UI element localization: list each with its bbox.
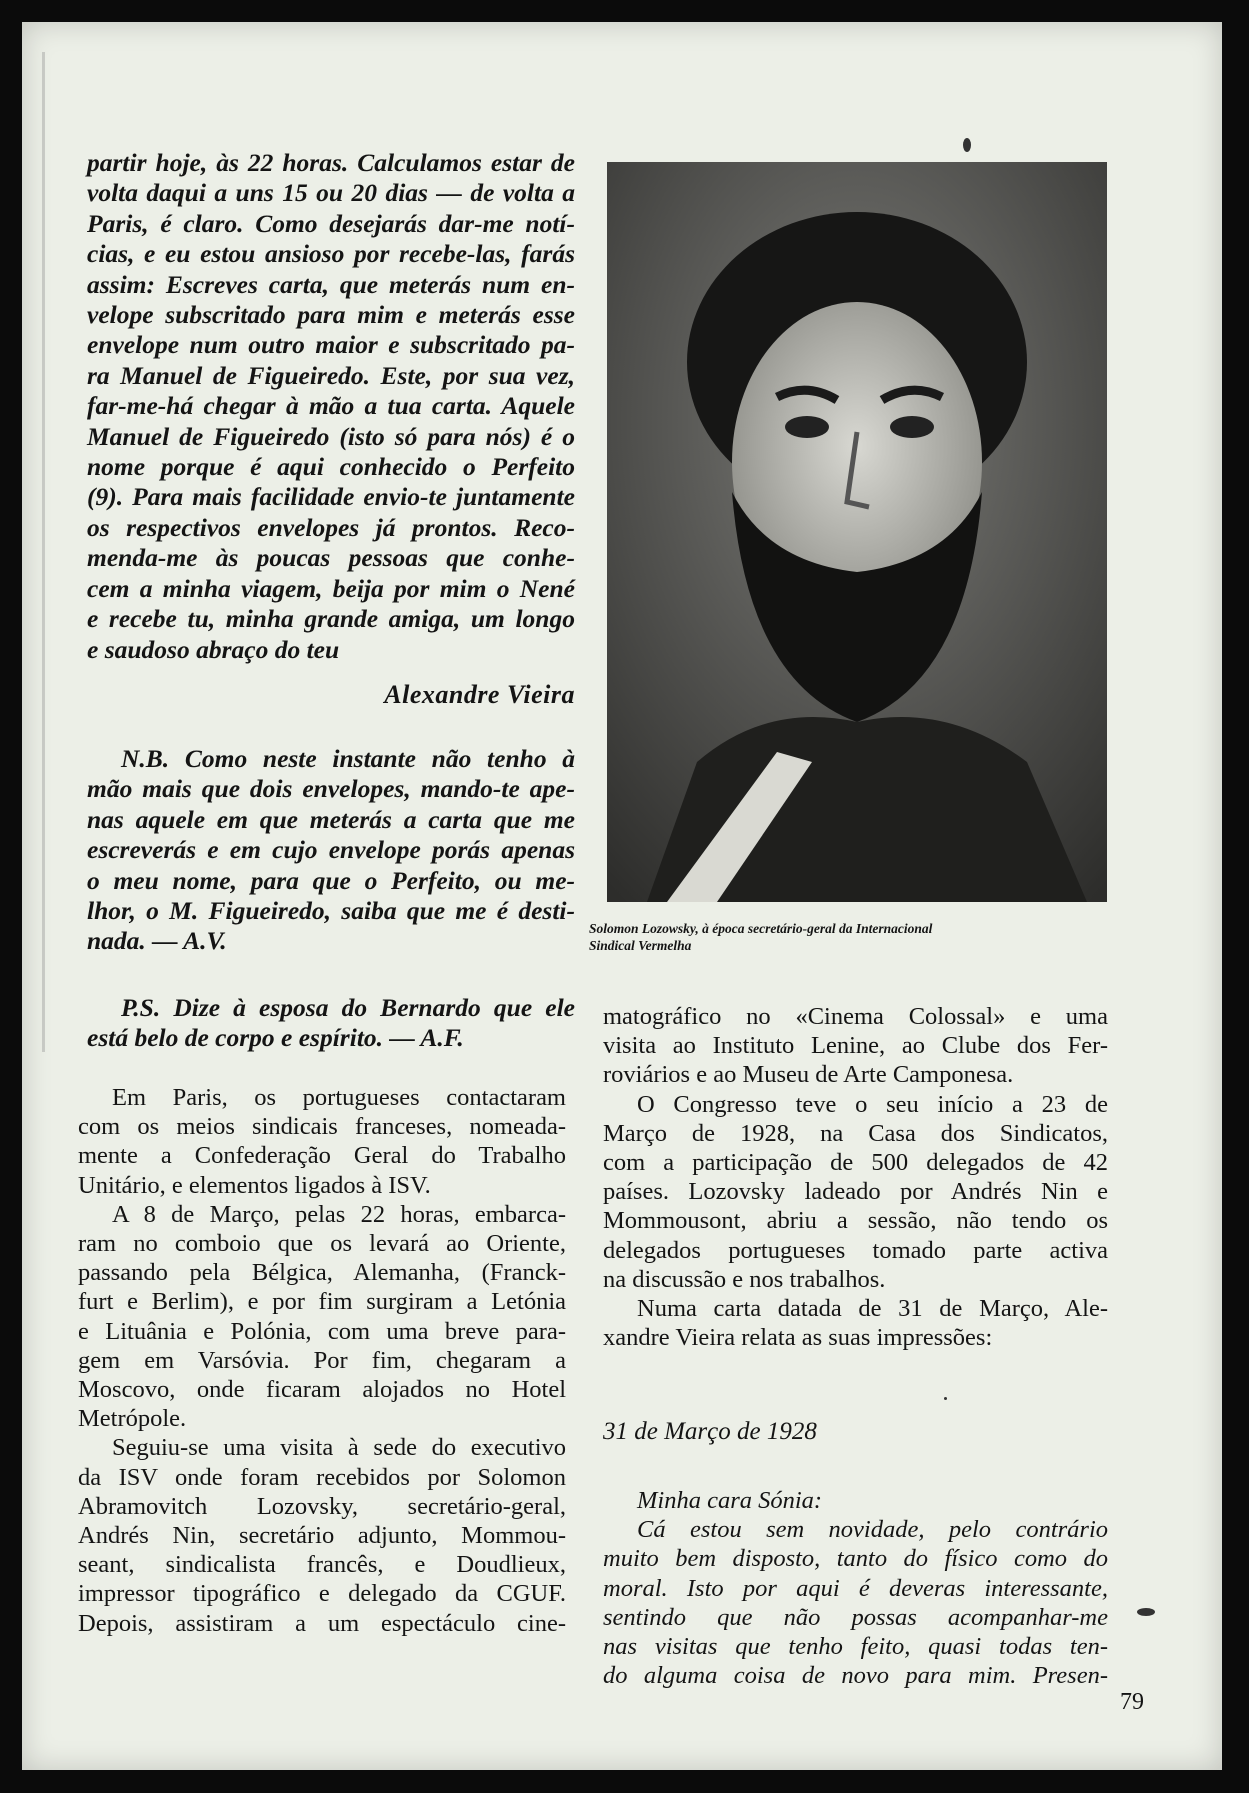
body-line: impressor tipográfico e delegado da CGUF. xyxy=(78,1580,566,1608)
letter-line: e saudoso abraço do teu xyxy=(87,634,340,664)
body-line: com os meios sindicais franceses, nomeada- xyxy=(78,1113,566,1141)
body-line: Unitário, e elementos ligados à ISV. xyxy=(78,1171,431,1199)
letter-line: far-me-há chegar à mão a tua carta. Aquele xyxy=(87,391,575,421)
body-line: com a participação de 500 delegados de 42 xyxy=(603,1149,1108,1177)
letter-line: moral. Isto por aqui é deveras interessante, xyxy=(603,1574,1108,1602)
letter-line: volta daqui a uns 15 ou 20 dias — de volta a xyxy=(87,178,575,208)
body-line: Depois, assistiram a um espectáculo cine- xyxy=(78,1609,566,1637)
portrait-photo xyxy=(607,162,1107,902)
nb-line: o meu nome, para que o Perfeito, ou me- xyxy=(87,865,575,895)
body-line: Seguiu-se uma visita à sede do executivo xyxy=(112,1434,566,1462)
caption-line: Sindical Vermelha xyxy=(589,938,692,953)
body-line: países. Lozovsky ladeado por Andrés Nin e xyxy=(603,1178,1108,1206)
ps-line: está belo de corpo e espírito. — A.F. xyxy=(87,1023,464,1053)
letter-line: cias, e eu estou ansioso por recebe-las, farás xyxy=(87,239,575,269)
letter-line: os respectivos envelopes já prontos. Reco- xyxy=(87,512,575,542)
letter-line: menda-me às poucas pessoas que conhe- xyxy=(87,543,575,573)
body-line: O Congresso teve o seu início a 23 de xyxy=(637,1090,1108,1118)
nb-line: nas aquele em que meterás a carta que me xyxy=(87,804,575,834)
body-line: furt e Berlim), e por fim surgiram a Letónia xyxy=(78,1288,566,1316)
body-line: roviários e ao Museu de Arte Camponesa. xyxy=(603,1061,1014,1089)
scan-speck xyxy=(944,1397,947,1400)
body-line: da ISV onde foram recebidos por Solomon xyxy=(78,1463,566,1491)
letter-line: nas visitas que tenho feito, quasi todas ten- xyxy=(603,1633,1108,1661)
body-line: Março de 1928, na Casa dos Sindicatos, xyxy=(603,1119,1108,1147)
nb-note xyxy=(87,744,575,957)
letter-signature: Alexandre Vieira xyxy=(384,680,575,709)
body-line: seant, sindicalista francês, e Doudlieux, xyxy=(78,1551,566,1579)
ps-line: P.S. Dize à esposa do Bernardo que ele xyxy=(121,993,575,1022)
letter-line: muito bem disposto, tanto do físico como do xyxy=(603,1545,1108,1573)
body-line: matográfico no «Cinema Colossal» e uma xyxy=(603,1003,1108,1030)
letter-line: do alguma coisa de novo para mim. Presen- xyxy=(603,1662,1108,1690)
nb-line: escreverás e em cujo envelope porás apenas xyxy=(87,835,575,865)
photo-grain xyxy=(607,162,1107,902)
letter-line: assim: Escreves carta, que meterás num en- xyxy=(87,269,575,299)
letter-line: envelope num outro maior e subscritado pa- xyxy=(87,330,575,360)
body-line: mente a Confederação Geral do Trabalho xyxy=(78,1142,566,1170)
body-line: Moscovo, onde ficaram alojados no Hotel xyxy=(78,1376,566,1404)
letter-line: velope subscritado para mim e meterás esse xyxy=(87,300,575,330)
body-line: Numa carta datada de 31 de Março, Ale- xyxy=(637,1295,1108,1323)
left-body-text xyxy=(78,1083,566,1638)
letter-date: 31 de Março de 1928 xyxy=(603,1418,817,1445)
nb-line: N.B. Como neste instante não tenho à xyxy=(121,744,575,773)
letter-line: e recebe tu, minha grande amiga, um longo xyxy=(87,604,575,634)
body-line: A 8 de Março, pelas 22 horas, embarca- xyxy=(112,1200,566,1228)
photo-caption xyxy=(589,920,1109,954)
letter-line: (9). Para mais facilidade envio-te juntamente xyxy=(87,482,575,512)
ps-note xyxy=(87,993,575,1054)
right-body-text xyxy=(603,1002,1108,1352)
body-line: gem em Varsóvia. Por fim, chegaram a xyxy=(78,1346,566,1374)
page-number: 79 xyxy=(1120,1689,1144,1715)
nb-line: nada. — A.V. xyxy=(87,926,227,956)
body-line: Mommousont, abriu a sessão, não tendo os xyxy=(603,1207,1108,1235)
body-line: Metrópole. xyxy=(78,1405,187,1433)
letter-line: sentindo que não possas acompanhar-me xyxy=(603,1603,1108,1631)
nb-line: mão mais que dois envelopes, mando-te ape- xyxy=(87,774,575,804)
letter-line: Paris, é claro. Como desejarás dar-me notí- xyxy=(87,208,575,238)
letter-line: Manuel de Figueiredo (isto só para nós) é o xyxy=(87,421,575,451)
letter-text xyxy=(87,148,575,665)
body-line: ram no comboio que os levará ao Oriente, xyxy=(78,1230,566,1258)
nb-line: lhor, o M. Figueiredo, saiba que me é desti- xyxy=(87,896,575,926)
letter-line: partir hoje, às 22 horas. Calculamos estar de xyxy=(87,148,575,177)
body-line: na discussão e nos trabalhos. xyxy=(603,1265,886,1293)
letter-line: Cá estou sem novidade, pelo contrário xyxy=(637,1516,1108,1544)
scan-speck xyxy=(1137,1608,1155,1616)
scan-speck xyxy=(963,138,971,152)
body-line: Em Paris, os portugueses contactaram xyxy=(112,1084,566,1111)
letter-line: ra Manuel de Figueiredo. Este, por sua vez, xyxy=(87,360,575,390)
letter-line: cem a minha viagem, beija por mim o Nené xyxy=(87,573,575,603)
letter-line: nome porque é aqui conhecido o Perfeito xyxy=(87,452,575,482)
body-line: e Lituânia e Polónia, com uma breve para- xyxy=(78,1317,566,1345)
page-edge-shadow xyxy=(42,52,45,1052)
caption-line: Solomon Lozowsky, à época secretário-geral da Internacional xyxy=(589,921,933,936)
body-line: visita ao Instituto Lenine, ao Clube dos Fer- xyxy=(603,1032,1108,1060)
body-line: delegados portugueses tomado parte activa xyxy=(603,1236,1108,1264)
body-line: Andrés Nin, secretário adjunto, Mommou- xyxy=(78,1522,566,1550)
second-letter xyxy=(603,1418,1108,1690)
body-line: Abramovitch Lozovsky, secretário-geral, xyxy=(78,1492,566,1520)
letter-greeting: Minha cara Sónia: xyxy=(637,1487,823,1514)
body-line: passando pela Bélgica, Alemanha, (Franck- xyxy=(78,1259,566,1287)
body-line: xandre Vieira relata as suas impressões: xyxy=(603,1324,993,1352)
